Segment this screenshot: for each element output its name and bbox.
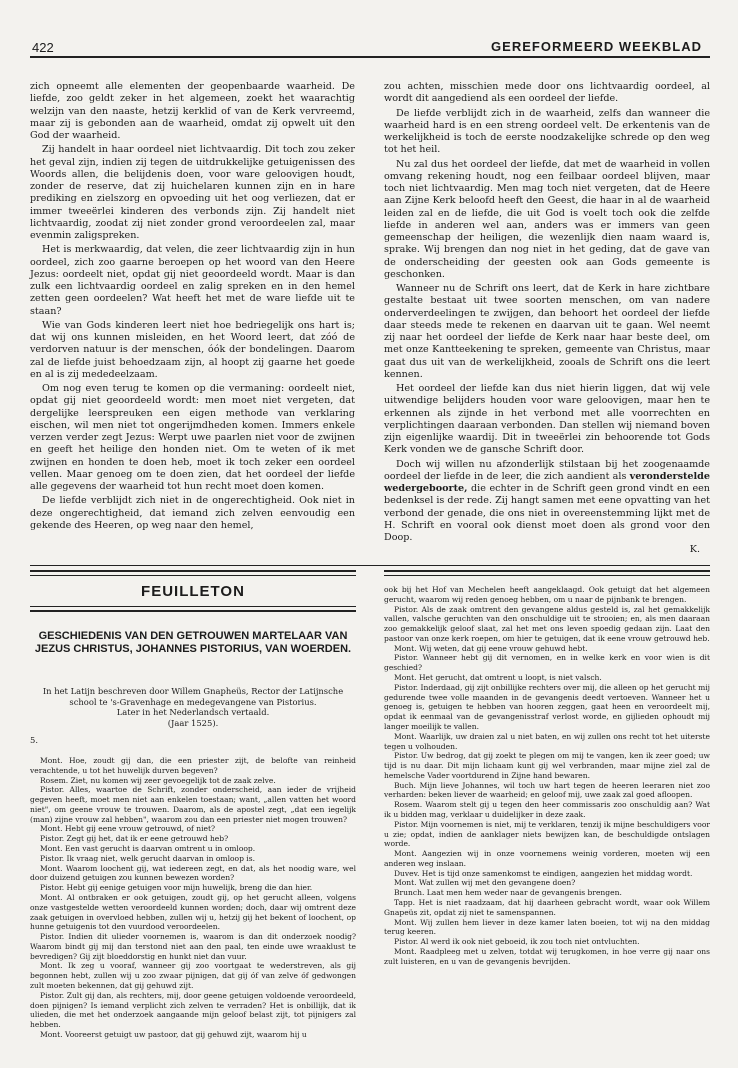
- dialogue-line: Pistor. Indien dit ulieder voornemen is, waarom is dan dit onderzoek noodig? Waarom bindt gij mij dan terstond niet aan den paal, ten einde uwe wraaklust te bevredigen? Gij zijt bloeddorstig en hunkt niet dan vuur.: [30, 932, 356, 961]
- dialogue-line: Duvev. Het is tijd onze samenkomst te eindigen, aangezien het middag wordt.: [394, 868, 693, 878]
- double-rule-top-thin: [30, 575, 356, 576]
- subtitle-line: Later in het Nederlandsch vertaald.: [116, 707, 270, 717]
- paragraph: Het is merkwaardig, dat velen, die zeer lichtvaardig zijn in hun oordeel, zich zoo gaarne beroepen op het woord van den Heere Jezus: oordeelt niet, opdat gij niet geoordeeld wordt. Maar is dan zulk een lichtvaardig oordeel en zalig spreken en in den hemel zetten geen oordeelen? Wat heeft het met de ware liefde uit te staan?: [30, 244, 355, 317]
- dialogue-line: Mont. Het gerucht, dat omtrent u loopt, is niet valsch.: [394, 673, 602, 683]
- feuilleton-heading-block: [30, 570, 356, 612]
- dialogue-line: Mont. Een vast gerucht is daarvan omtrent u in omloop.: [40, 844, 256, 854]
- paragraph: De liefde verblijdt zich niet in de ongerechtigheid. Ook niet in deze ongerechtigheid, dat iemand zich zelven eenvoudig een gekende des Heeren, op weg naar den hemel,: [30, 495, 355, 531]
- paragraph: Het oordeel der liefde kan dus niet hierin liggen, dat wij vele uitwendige belijders houden voor ware geloovigen, maar hen te erkennen als zijnde in het verbond met alle voorrechten en verplichtingen daaraan verbonden. Dan stellen wij niemand boven zijn eigenlijke waardij. Dit in tweeërlei zin behoorende tot Gods Kerk vonden we de gansche Schrift door.: [384, 383, 710, 456]
- header-rule: [30, 56, 710, 58]
- dialogue-line: Pistor. Ik vraag niet, welk gerucht daarvan in omloop is.: [40, 853, 255, 863]
- paragraph: Nu zal dus het oordeel der liefde, dat met de waarheid in vollen omvang rekening houdt, nog een feilbaar oordeel blijven, maar toch niet lichtvaardig. Men mag toch niet vergeten, dat de Heere aan Zijne Kerk beloofd heeft den Geest, die haar in al de waarheid leiden zal en de liefde, die uit God is voelt toch ook die zelfde liefde in anderen wel aan, anders was er immers van geen gemeenschap der heiligen, die wezenlijk dien naam waard is, sprake. Wij brengen dan nog niet in het geding, dat de gave van de onderscheiding der geesten ook aan Gods gemeente is geschonken.: [384, 158, 710, 280]
- author-signature: K.: [689, 544, 700, 556]
- feuilleton-subtitle: [30, 686, 356, 728]
- dialogue-line: Mont. Hoe, zoudt gij dan, die een priester zijt, de belofte van reinheid verachtende, u tot het huwelijk durven begeven?: [30, 756, 356, 775]
- dialogue-right-column: [384, 585, 710, 966]
- dialogue-line: Pistor. Al werd ik ook niet geboeid, ik zou toch niet ontvluchten.: [394, 937, 640, 947]
- dialogue-line: Pistor. Hebt gij eenige getuigen voor mijn huwelijk, breng die dan hier.: [40, 883, 313, 893]
- dialogue-line: Pistor. Inderdaad, gij zijt onbillijke rechters over mij, die alleen op het gerucht mij gedurende twee volle maanden in de gevangenis deedt vertoeven. Wanneer het u genoeg is, getuigen te hebben van hooren zeggen, gaat heen en veroordeelt mij, opdat ik eenmaal van de gevangenisstraf verlost worde, en gijlieden ophoudt mij langer moeilijk te vallen.: [384, 682, 710, 731]
- dialogue-line: Buch. Mijn lieve Johannes, wil toch uw hart tegen de heeren leeraren niet zoo verharden: beken liever de waarheid; en geloof mij, uwe zaak zal goed afloopen.: [384, 780, 710, 800]
- dialogue-line: Mont. Wat zullen wij met den gevangene doen?: [394, 878, 576, 888]
- dialogue-line: Mont. Raadpleeg met u zelven, totdat wij terugkomen, in hoe verre gij naar ons zult luisteren, en u van de gevangenis bevrijden.: [384, 946, 710, 966]
- right-section-rule: [384, 570, 710, 572]
- dialogue-line: Mont. Wij zullen hem liever in deze kamer laten boeien, tot wij na den middag terug keeren.: [384, 917, 710, 937]
- dialogue-line: Pistor. Mijn voornemen is niet, mij te verklaren, tenzij ik mijne beschuldigers voor u zie; opdat, indien de aanklager niets bewijzen kan, de beschuldigde ontslagen worde.: [384, 819, 710, 849]
- page-number: 422: [32, 40, 54, 55]
- dialogue-line: Tapp. Het is niet raadzaam, dat hij daarheen gebracht wordt, waar ook Willem Gnapeüs zit, opdat zij niet te samenspannen.: [384, 898, 710, 917]
- dialogue-line: Pistor. Als de zaak omtrent den gevangene aldus gesteld is, zal het gemakkelijk vallen, valsche geruchten van den onschuldige uit te strooien; en, als men daaraan zoo gemakkelijk geloof slaat, zal het met ons leven spoedig gedaan zijn. Laat den pastoor van onze kerk roepen, om hier te getuigen, dat ik eene vrouw getrouwd heb.: [384, 604, 710, 643]
- dialogue-line: Mont. Al ontbraken er ook getuigen, zoudt gij, op het gerucht alleen, volgens onze vastgestelde wetten veroordeeld kunnen worden; doch, daar wij omtrent deze zaak getuigen in overvloed hebben, zullen wij u, hetzij gij het bekent of loochent, op hunne getuigenis tot den vuurdood veroordeelen.: [30, 892, 356, 932]
- publication-title: GEREFORMEERD WEEKBLAD: [491, 39, 702, 54]
- dialogue-line: Mont. Waarlijk, uw draien zal u niet baten, en wij zullen ons recht tot het uiterste tegen u volhouden.: [384, 731, 710, 751]
- left-article-column: [30, 81, 355, 532]
- section-divider: [30, 565, 710, 566]
- dialogue-left-column: [30, 752, 356, 1040]
- installment-number: 5.: [30, 735, 38, 745]
- subtitle-line: In het Latijn beschreven door Willem Gnapheüs, Rector der Latijnsche school te 's-Gravenhage en medegevangene van Pistorius.: [42, 686, 344, 707]
- dialogue-line: Pistor. Uw bedrog, dat gij zoekt te plegen om mij te vangen, ken ik zeer goed; uw tijd is nu daar. Dit mijn lichaam kunt gij wel verbranden, maar mijne ziel zal de hemelsche Vader voortdurend in Zijne hand bewaren.: [384, 751, 710, 780]
- feuilleton-title: GESCHIEDENIS VAN DEN GETROUWEN MARTELAAR VAN JEZUS CHRISTUS, JOHANNES PISTORIUS, VAN WOERDEN.: [34, 630, 352, 655]
- dialogue-line: Mont. Hebt gij eene vrouw getrouwd, of niet?: [40, 824, 216, 834]
- dialogue-line: Mont. Ik zeg u vooraf, wanneer gij zoo voortgaat te wederstreven, als gij begonnen hebt, zullen wij u zoo zwaar pijnigen, dat gij óf van zelve óf gedwongen zult moeten bekennen, dat gij gehuwd zijt.: [30, 961, 356, 990]
- subtitle-line: (Jaar 1525).: [167, 717, 219, 728]
- paragraph-text: Doch wij willen nu afzonderlijk stilstaan bij het zoogenaamde oordeel der liefde in de leer, die zich aandient als: [384, 458, 710, 482]
- emphasis-term: veronderstelde wedergeboorte,: [384, 470, 710, 494]
- right-section-rule-thin: [384, 575, 710, 576]
- dialogue-line: Pistor. Wanneer hebt gij dit vernomen, en in welke kerk en voor wien is dit geschied?: [384, 653, 710, 673]
- paragraph: Zij handelt in haar oordeel niet lichtvaardig. Dit toch zou zeker het geval zijn, indien zij tegen de uitdrukkelijke getuigenissen des Woords allen, die belijdenis doen, voor ware geloovigen houdt, zonder de reserve, dat zij huichelaren kunnen zijn en in hare prediking en zielszorg en opvoeding uit het oog verliezen, dat er immer tweeërlei kinderen des verbonds zijn. Zij handelt niet lichtvaardig, zoodat zij niet zonder grond veroordeelen zal, maar evenmin zaligspreken.: [30, 144, 355, 241]
- paragraph: De liefde verblijdt zich in de waarheid, zelfs dan wanneer die waarheid hard is en een streng oordeel velt. De erkentenis van de werkelijkheid is toch de eerste noodzakelijke schrede op den weg tot het heil.: [384, 107, 710, 156]
- dialogue-line: ook bij het Hof van Mechelen heeft aangeklaagd. Ook getuigt dat het algemeen gerucht, waarom wij reden genoeg hebben, om u naar de pijnbank te brengen.: [384, 585, 710, 604]
- paragraph: [384, 459, 710, 545]
- dialogue-line: Pistor. Zegt gij het, dat ik er eene getrouwd heb?: [40, 834, 229, 844]
- dialogue-line: Pistor. Zult gij dan, als rechters, mij, door geene getuigen voldoende veroordeeld, doen pijnigen? Is iemand verplicht zich zelven te verraden? Het is onbillijk, dat ik ulieden, die met het onderzoek aangaande mijn geloof belast zijt, tot pijnigers zal hebben.: [30, 990, 356, 1030]
- double-rule-top: [30, 570, 356, 572]
- paragraph: zou achten, misschien mede door ons lichtvaardig oordeel, al wordt dit aangediend als een oordeel der liefde.: [384, 81, 710, 105]
- dialogue-line: Mont. Waarom loochent gij, wat iedereen zegt, en dat, als het noodig ware, wel door duizend getuigen zou kunnen bewezen worden?: [30, 863, 356, 883]
- paragraph-text: die echter in de Schrift geen grond vindt en een bedenksel is der rede. Zij hangt samen met eene opvatting van het verbond der genade, die ons niet in overeenstemming lijkt met de H. Schrift en vooral ook dienst moet doen als grond voor den Doop.: [384, 483, 710, 543]
- dialogue-line: Mont. Aangezien wij in onze voornemens weinig vorderen, moeten wij een anderen weg inslaan.: [384, 849, 710, 868]
- feuilleton-heading: FEUILLETON: [141, 583, 245, 600]
- double-rule-bottom: [30, 610, 356, 612]
- double-rule-bottom-thin: [30, 606, 356, 607]
- paragraph: Wie van Gods kinderen leert niet hoe bedriegelijk ons hart is; dat wij ons kunnen misleiden, en het Woord leert, dat zóó de verdorven natuur is der menschen, óók der bondelingen. Daarom zal de liefde juist behoedzaam zijn, al hoopt zij gaarne het goede en al is zij mededeelzaam.: [30, 319, 355, 380]
- paragraph: Om nog even terug te komen op die vermaning: oordeelt niet, opdat gij niet geoordeeld wordt: men moet niet vergeten, dat dergelijke leerspreuken een eigen methode van verklaring eischen, wil men niet tot ongerijmdheden komen. Immers enkele verzen verder zegt Jezus: Werpt uwe paarlen niet voor de zwijnen en geeft het heilige den honden niet. Om te weten of ik met zwijnen en honden te doen heb, moet ik toch zeker een oordeel vellen. Maar genoeg om te doen zien, dat het oordeel der liefde alle gegevens der waarheid tot hun recht moet doen komen.: [30, 383, 355, 492]
- dialogue-line: Mont. Vooreerst getuigt uw pastoor, dat gij gehuwd zijt, waarom hij u: [40, 1029, 307, 1039]
- right-article-column: [384, 81, 710, 557]
- paragraph: zich opneemt alle elementen der geopenbaarde waarheid. De liefde, zoo geldt zeker in het algemeen, zoekt het waarachtig welzijn van den naaste, hetzij kerklid of van de Kerk vervreemd, maar zij is gebonden aan de waarheid, omdat zij opwelt uit den God der waarheid.: [30, 81, 355, 141]
- dialogue-line: Mont. Wij weten, dat gij eene vrouw gehuwd hebt.: [394, 643, 588, 653]
- dialogue-line: Rosem. Ziet, nu komen wij zeer gevoegelijk tot de zaak zelve.: [40, 775, 276, 785]
- dialogue-line: Rosem. Waarom stelt gij u tegen den heer commissaris zoo onschuldig aan? Wat ik u bidden mag, verklaar u duidelijker in deze zaak.: [384, 800, 710, 819]
- dialogue-line: Pistor. Alles, waartoe de Schrift, zonder onderscheid, aan ieder de vrijheid gegeven heeft, moet men niet aan enkelen toestaan; want, „allen vatten het woord niet", om geene vrouw te trouwen. Daarom, als de apostel zegt, „dat een iegelijk (man) zijne vrouw zal hebben", waarom zou dan een priester niet mogen trouwen?: [30, 785, 356, 824]
- paragraph: Wanneer nu de Schrift ons leert, dat de Kerk in hare zichtbare gestalte bestaat uit twee soorten menschen, om van nadere onderverdeelingen te zwijgen, dan behoort het oordeel der liefde daar steeds mede te rekenen en daarvan uit te gaan. Wel neemt zij naar het oordeel der liefde de Kerk naar haar beste deel, om met onze Kantteekening te spreken, gemeente van Christus, maar gaat dus uit van de werkelijkheid, zooals de Schrift ons die leert kennen.: [384, 283, 710, 380]
- dialogue-line: Brunch. Laat men hem weder naar de gevangenis brengen.: [394, 888, 622, 898]
